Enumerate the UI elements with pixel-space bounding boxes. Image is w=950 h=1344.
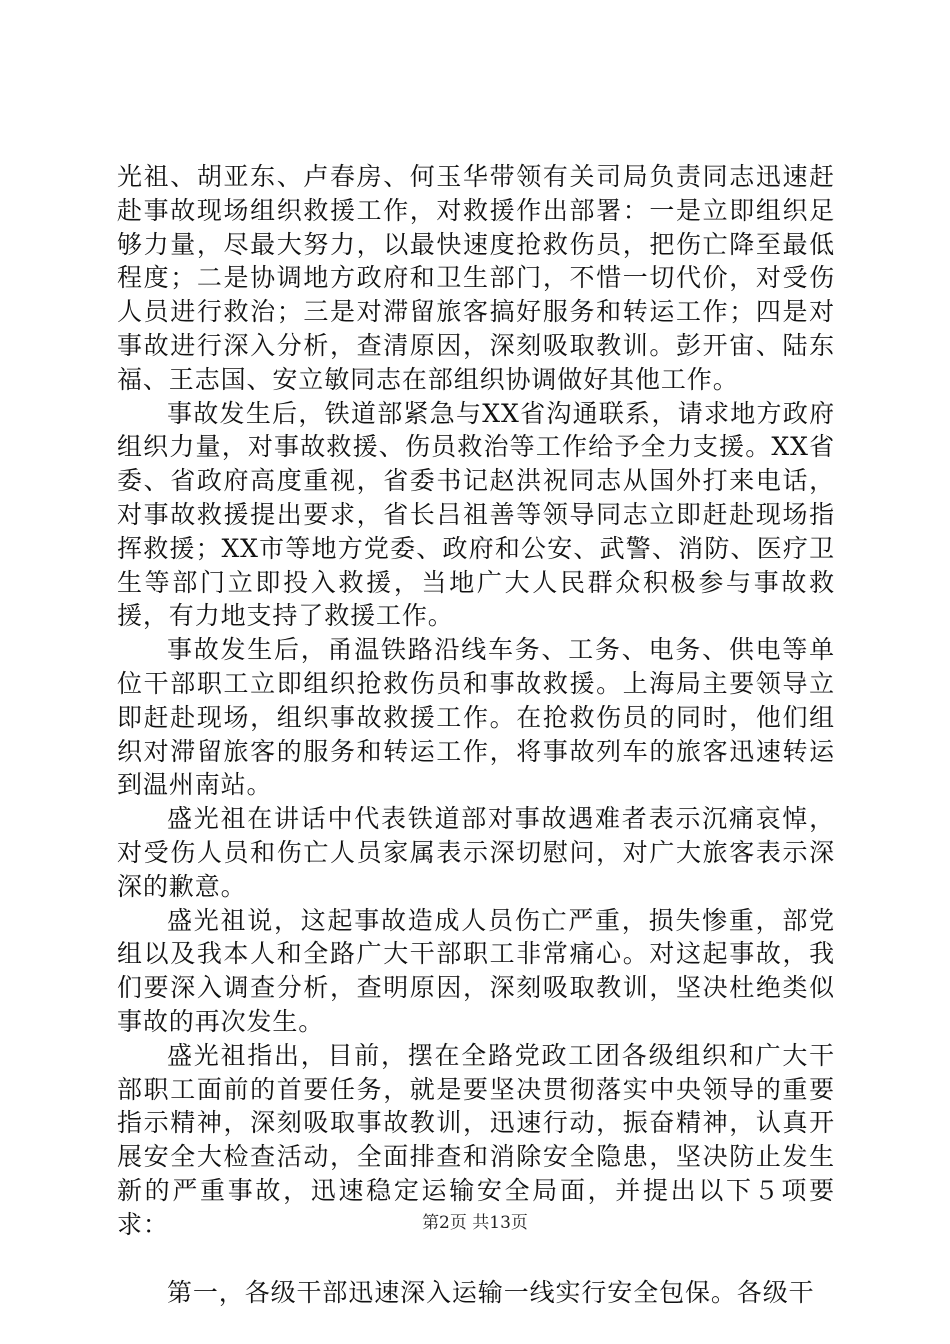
paragraph-2: 事故发生后，铁道部紧急与XX省沟通联系，请求地方政府组织力量，对事故救援、伤员救治等工作给予全力支援。XX省委、省政府高度重视，省委书记赵洪祝同志从国外打来电话，对事故救援提出要求，省长吕祖善等领导同志立即赶赴现场指挥救援；XX市等地方党委、政府和公安、武警、消防、医疗卫生等部门立即投入救援，当地广大人民群众积极参与事故救援，有力地支持了救援工作。 bbox=[117, 398, 835, 631]
paragraph-4: 盛光祖在讲话中代表铁道部对事故遇难者表示沉痛哀悼，对受伤人员和伤亡人员家属表示深切慰问，对广大旅客表示深深的歉意。 bbox=[117, 804, 835, 901]
page-number-footer: 第2页 共13页 bbox=[422, 1213, 528, 1233]
paragraph-6: 盛光祖指出，目前，摆在全路党政工团各级组织和广大干部职工面前的首要任务，就是要坚决贯彻落实中央领导的重要指示精神，深刻吸取事故教训，迅速行动，振奋精神，认真开展安全大检查活动，全面排查和消除安全隐患，坚决防止发生新的严重事故，迅速稳定运输安全局面，并提出以下５项要求： bbox=[117, 1040, 835, 1239]
document-body bbox=[117, 160, 835, 1309]
paragraph-3: 事故发生后，甬温铁路沿线车务、工务、电务、供电等单位干部职工立即组织抢救伤员和事故救援。上海局主要领导立即赶赴现场，组织事故救援工作。在抢救伤员的同时，他们组织对滞留旅客的服务和转运工作，将事故列车的旅客迅速转运到温州南站。 bbox=[117, 635, 835, 800]
paragraph-1: 光祖、胡亚东、卢春房、何玉华带领有关司局负责同志迅速赶赴事故现场组织救援工作，对救援作出部署：一是立即组织足够力量，尽最大努力，以最快速度抢救伤员，把伤亡降至最低程度；二是协调地方政府和卫生部门，不惜一切代价，对受伤人员进行救治；三是对滞留旅客搞好服务和转运工作；四是对事故进行深入分析，查清原因，深刻吸取教训。彭开宙、陆东福、王志国、安立敏同志在部组织协调做好其他工作。 bbox=[117, 162, 835, 394]
paragraph-5: 盛光祖说，这起事故造成人员伤亡严重，损失惨重，部党组以及我本人和全路广大干部职工非常痛心。对这起事故，我们要深入调查分析，查明原因，深刻吸取教训，坚决杜绝类似事故的再次发生。 bbox=[117, 905, 835, 1036]
paragraph-7: 第一，各级干部迅速深入运输一线实行安全包保。各级干 bbox=[167, 1277, 815, 1307]
